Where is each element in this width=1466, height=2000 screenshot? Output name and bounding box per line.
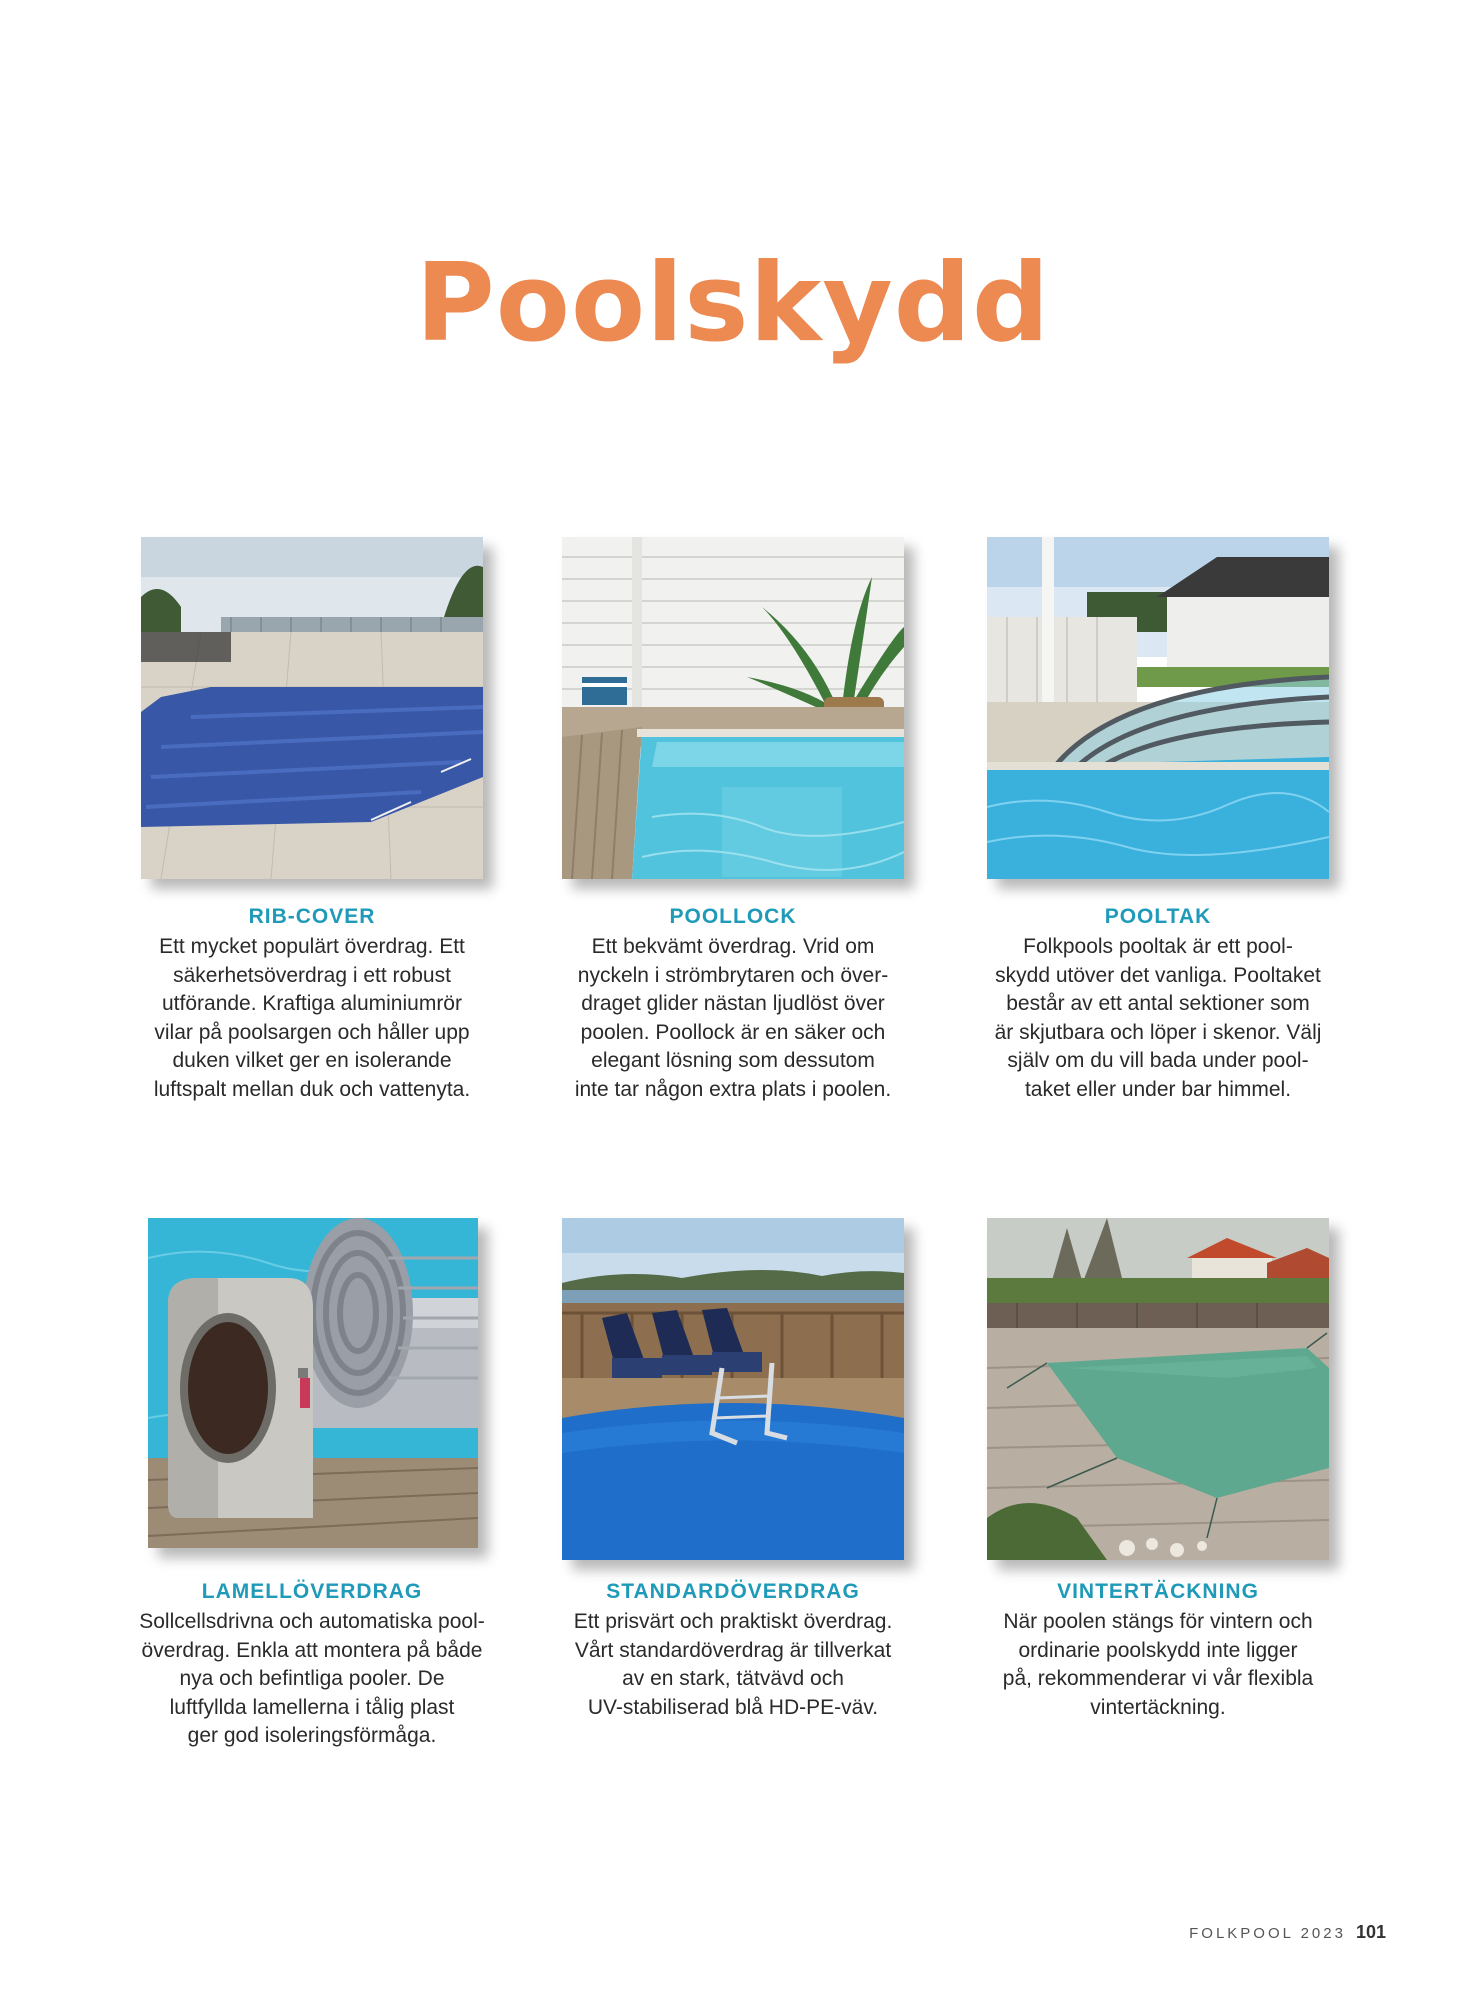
poollock-text: [543, 905, 923, 1104]
card-line: inte tar någon extra plats i poolen.: [574, 1077, 892, 1101]
card-line: UV-stabiliserad blå HD-PE-väv.: [587, 1695, 879, 1719]
pooltak-photo: [987, 537, 1329, 879]
poollock-photo: [562, 537, 904, 879]
card-line: taket eller under bar himmel.: [1024, 1077, 1292, 1101]
card-line: på, rekommenderar vi vår flexibla: [1002, 1667, 1314, 1690]
lamelloverdrag-photo: [148, 1218, 478, 1548]
rib-cover-text: [122, 905, 502, 1104]
card-line: Sollcellsdrivna och automatiska pool-: [139, 1610, 485, 1633]
card-title: POOLLOCK: [669, 905, 797, 928]
card-line: Ett mycket populärt överdrag. Ett: [159, 935, 465, 958]
vintertackning-text: [968, 1580, 1348, 1722]
card-line: Ett prisvärt och praktiskt överdrag.: [573, 1610, 893, 1633]
card-line: Ett bekvämt överdrag. Vrid om: [591, 935, 875, 958]
card-line: elegant lösning som dessutom: [591, 1049, 875, 1072]
card-line: duken vilket ger en isolerande: [172, 1049, 452, 1072]
card-title: RIB-COVER: [248, 905, 376, 928]
card-line: skydd utöver det vanliga. Pooltaket: [995, 963, 1321, 987]
standardoverdrag-photo: [562, 1218, 904, 1560]
card-line: vintertäckning.: [1090, 1695, 1226, 1719]
page-footer: [1189, 1922, 1386, 1943]
card-title: VINTERTÄCKNING: [1057, 1580, 1259, 1603]
card-line: Folkpools pooltak är ett pool-: [1023, 935, 1293, 958]
card-title: STANDARDÖVERDRAG: [606, 1580, 860, 1603]
card-line: ordinarie poolskydd inte ligger: [1018, 1638, 1298, 1662]
card-line: När poolen stängs för vintern och: [1003, 1610, 1313, 1633]
card-line: luftspalt mellan duk och vattenyta.: [153, 1077, 471, 1101]
card-line: vilar på poolsargen och håller upp: [154, 1020, 470, 1044]
card-line: överdrag. Enkla att montera på både: [141, 1638, 483, 1662]
card-title: POOLTAK: [1104, 905, 1212, 928]
rib-cover-photo: [141, 537, 483, 879]
card-line: nyckeln i strömbrytaren och över-: [577, 963, 889, 987]
card-title: LAMELLÖVERDRAG: [201, 1580, 423, 1603]
page-title: Poolskydd: [415, 241, 1051, 366]
card-line: själv om du vill bada under pool-: [1007, 1049, 1309, 1072]
standardoverdrag-text: [543, 1580, 923, 1722]
card-line: nya och befintliga pooler. De: [179, 1667, 445, 1690]
pooltak-text: [968, 905, 1348, 1104]
card-line: Vårt standardöverdrag är tillverkat: [574, 1638, 892, 1662]
card-line: ger god isoleringsförmåga.: [187, 1724, 437, 1747]
card-line: är skjutbara och löper i skenor. Välj: [994, 1020, 1322, 1044]
vintertackning-photo: [987, 1218, 1329, 1560]
card-line: luftfyllda lamellerna i tålig plast: [169, 1695, 455, 1719]
card-line: består av ett antal sektioner som: [1006, 992, 1310, 1015]
card-line: av en stark, tätvävd och: [622, 1667, 844, 1690]
card-line: draget glider nästan ljudlöst över: [581, 992, 885, 1015]
card-line: säkerhetsöverdrag i ett robust: [173, 963, 451, 987]
card-line: utförande. Kraftiga aluminiumrör: [162, 992, 462, 1015]
page-number: 101: [1355, 1922, 1386, 1942]
card-line: poolen. Poollock är en säker och: [580, 1020, 886, 1044]
footer-brand: FOLKPOOL 2023: [1189, 1925, 1346, 1942]
lamelloverdrag-text: [122, 1580, 502, 1751]
